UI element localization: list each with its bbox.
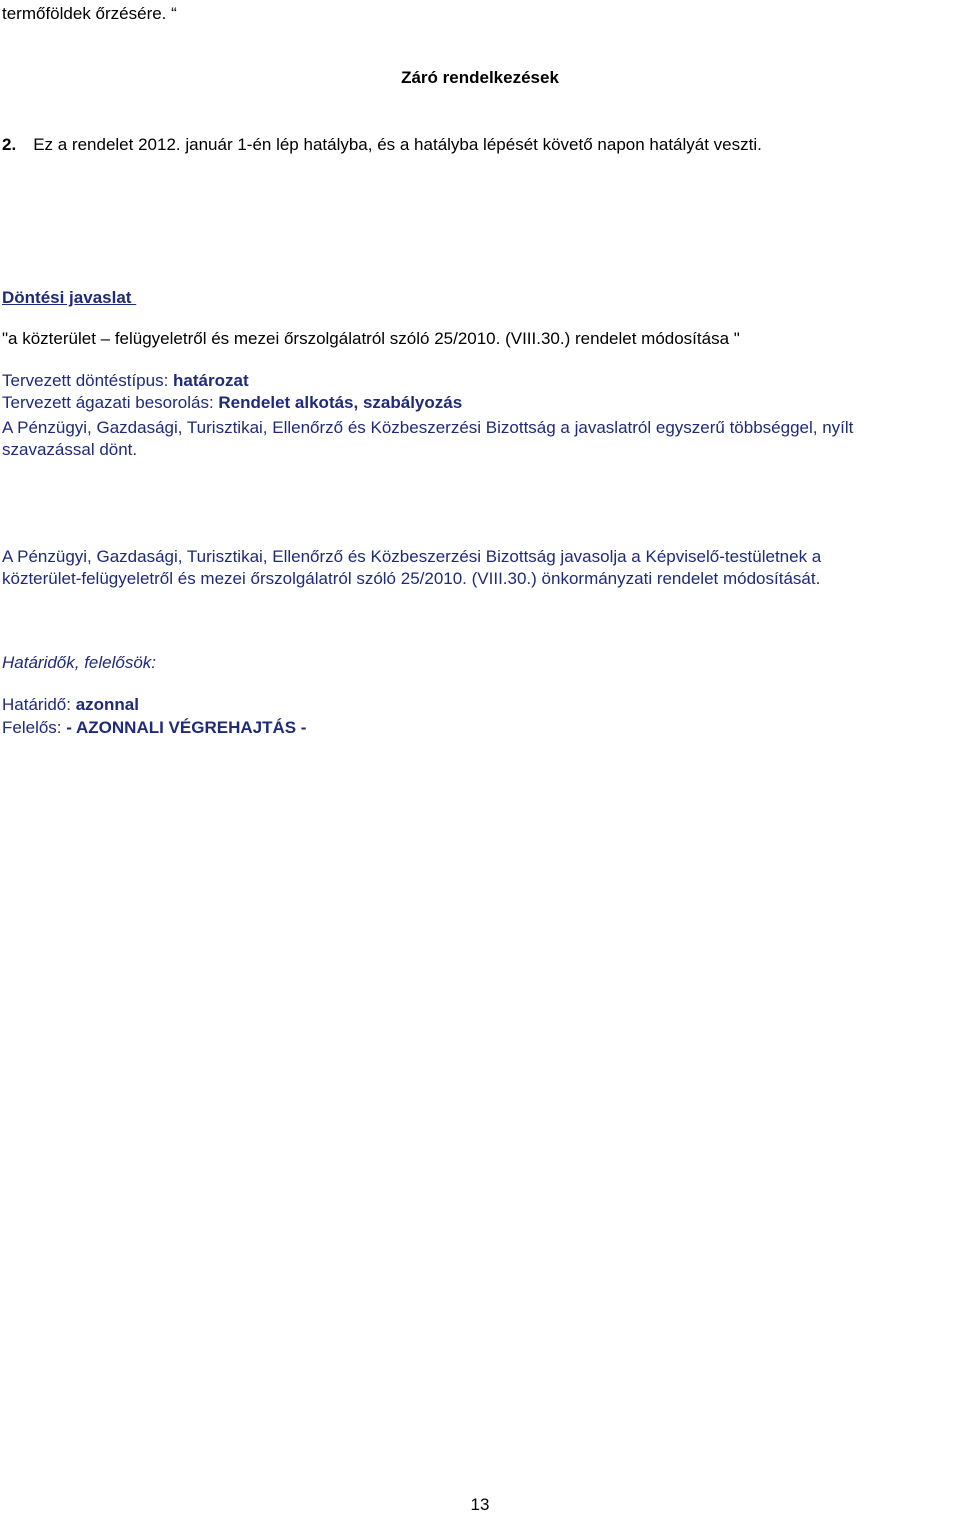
committee-vote-line-2: szavazással dönt. — [2, 440, 138, 459]
decision-type-label: Tervezett döntéstípus: — [2, 371, 174, 390]
deadline-label: Határidő: — [2, 695, 76, 714]
closing-provisions-heading: Záró rendelkezések — [401, 68, 559, 87]
decision-type-line — [2, 370, 249, 391]
closing-item-number: 2. — [2, 135, 17, 154]
deadlines-heading: Határidők, felelősök: — [2, 653, 157, 672]
recommendation-line-2: közterület-felügyeletről és mezei őrszolgálatról szóló 25/2010. (VIII.30.) önkormányzati rendelet módosítását. — [2, 569, 821, 588]
closing-item — [2, 134, 762, 155]
decision-proposal-heading — [2, 287, 136, 308]
decision-type-value: határozat — [173, 371, 249, 390]
closing-item-text: Ez a rendelet 2012. január 1-én lép hatályba, és a hatályba lépését követő napon hatályát veszti. — [33, 135, 762, 154]
proposal-subject: "a közterület – felügyeletről és mezei őrszolgálatról szóló 25/2010. (VIII.30.) rendelet módosítása " — [2, 329, 740, 348]
recommendation-line-1: A Pénzügyi, Gazdasági, Turisztikai, Ellenőrző és Közbeszerzési Bizottság javasolja a Képviselő-testületnek a — [2, 547, 822, 566]
responsible-value: - AZONNALI VÉGREHAJTÁS - — [66, 718, 307, 737]
sector-label: Tervezett ágazati besorolás: — [2, 393, 219, 412]
sector-value: Rendelet alkotás, szabályozás — [218, 393, 463, 412]
page-number: 13 — [470, 1495, 490, 1514]
deadline-value: azonnal — [75, 695, 139, 714]
top-line-text: termőföldek őrzésére. “ — [2, 4, 177, 23]
committee-vote-line-1: A Pénzügyi, Gazdasági, Turisztikai, Ellenőrző és Közbeszerzési Bizottság a javaslatról egyszerű többséggel, nyílt — [2, 418, 854, 437]
sector-line — [2, 392, 462, 413]
responsible-label: Felelős: — [2, 718, 67, 737]
decision-proposal-heading-text: Döntési javaslat — [2, 288, 132, 307]
deadline-line — [2, 694, 139, 715]
responsible-line — [2, 717, 306, 738]
